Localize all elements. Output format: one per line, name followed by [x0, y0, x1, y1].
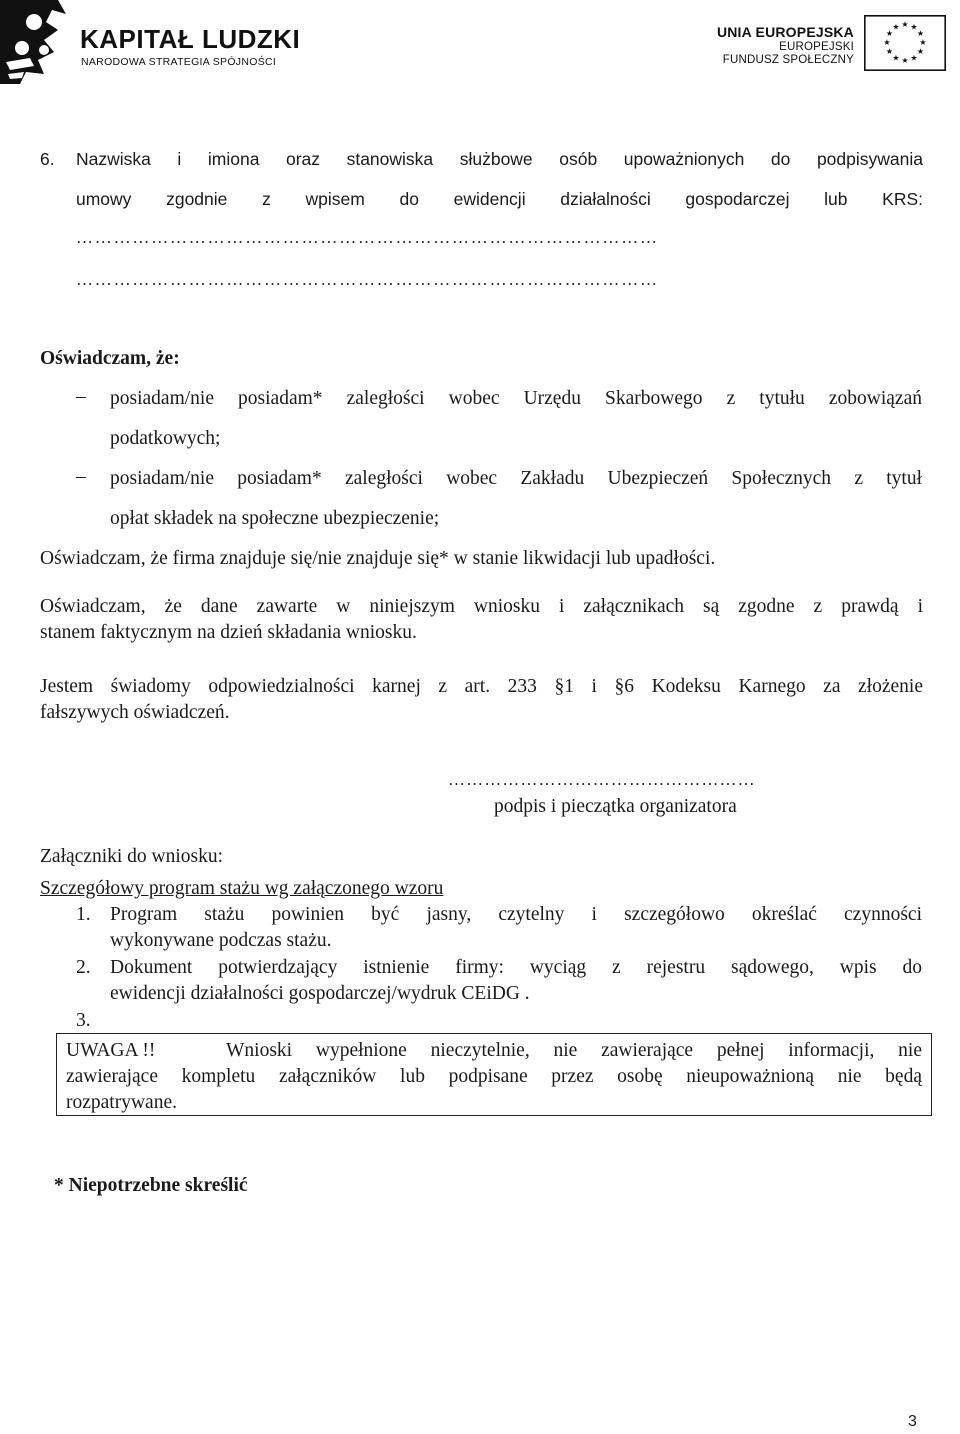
svg-text:★: ★: [892, 22, 900, 32]
page-number: 3: [908, 1413, 917, 1430]
liability-statement-line1: Jestem świadomy odpowiedzialności karnej z art. 233 §1 i §6 Kodeksu Karnego za złożenie: [40, 676, 923, 697]
bullet-1-line2: podatkowych;: [110, 428, 221, 449]
notice-line3: rozpatrywane.: [66, 1092, 177, 1113]
section-number: 6.: [40, 149, 55, 169]
svg-text:★: ★: [885, 29, 894, 38]
svg-text:★: ★: [910, 22, 918, 32]
svg-text:★: ★: [892, 53, 900, 63]
attachment-2-number: 2.: [76, 957, 91, 978]
section6-line2: umowy zgodnie z wpisem do ewidencji działalności gospodarczej lub KRS:: [76, 189, 923, 209]
footnote: * Niepotrzebne skreślić: [54, 1175, 248, 1196]
svg-text:★: ★: [916, 47, 925, 56]
svg-text:★: ★: [885, 47, 894, 56]
attachment-3-number: 3.: [76, 1010, 91, 1031]
declaration-heading: Oświadczam, że:: [40, 348, 180, 369]
truth-statement-line2: stanem faktycznym na dzień składania wniosku.: [40, 622, 417, 643]
kapital-ludzki-subtitle: NARODOWA STRATEGIA SPÓJNOŚCI: [81, 56, 277, 68]
attachment-2-line2: ewidencji działalności gospodarczej/wydruk CEiDG .: [110, 983, 530, 1004]
notice-line2: zawierające kompletu załączników lub podpisane przez osobę nieupoważnioną nie będą: [66, 1066, 922, 1087]
attachments-subheading: Szczegółowy program stażu wg załączonego wzoru: [40, 878, 444, 899]
signature-label: podpis i pieczątka organizatora: [494, 796, 737, 817]
eu-flag-icon: [864, 15, 946, 76]
liability-statement-line2: fałszywych oświadczeń.: [40, 702, 230, 723]
svg-text:★: ★: [901, 56, 909, 65]
attachment-1-number: 1.: [76, 904, 91, 925]
svg-text:★: ★: [919, 38, 927, 47]
section6-dotted-line-1: …………………………………………………………………………………: [76, 228, 659, 247]
bullet-2-line2: opłat składek na społeczne ubezpieczenie;: [110, 508, 440, 529]
signature-dotted-line: ……………………………………………: [448, 770, 756, 789]
svg-text:★: ★: [910, 53, 918, 63]
attachment-1-line1: Program stażu powinien być jasny, czytelny i szczegółowo określać czynności: [110, 904, 922, 925]
eu-fund-text: [717, 24, 854, 68]
section6-line1: Nazwiska i imiona oraz stanowiska służbowe osób upoważnionych do podpisywania: [76, 149, 923, 169]
kapital-ludzki-logo-mark: [0, 0, 78, 89]
bullet-dash-icon: –: [76, 466, 86, 487]
bullet-2-line1: posiadam/nie posiadam* zaległości wobec Zakładu Ubezpieczeń Społecznych z tytuł: [110, 468, 922, 489]
truth-statement-line1: Oświadczam, że dane zawarte w niniejszym wniosku i załącznikach są zgodne z prawdą i: [40, 596, 923, 617]
liquidation-statement: Oświadczam, że firma znajduje się/nie znajduje się* w stanie likwidacji lub upadłości.: [40, 548, 716, 569]
svg-text:★: ★: [916, 29, 925, 38]
bullet-1-line1: posiadam/nie posiadam* zaległości wobec Urzędu Skarbowego z tytułu zobowiązań: [110, 388, 922, 409]
eu-line-europejski: EUROPEJSKI: [779, 40, 854, 53]
kapital-ludzki-title: KAPITAŁ LUDZKI: [80, 24, 301, 54]
svg-text:★: ★: [901, 20, 909, 29]
attachment-2-line1: Dokument potwierdzający istnienie firmy: wyciąg z rejestru sądowego, wpis do: [110, 957, 922, 978]
bullet-dash-icon: –: [76, 386, 86, 407]
eu-line-unia: UNIA EUROPEJSKA: [716, 24, 854, 40]
attachments-heading: Załączniki do wniosku:: [40, 846, 224, 867]
svg-text:★: ★: [883, 38, 891, 47]
notice-label: UWAGA !!: [66, 1040, 156, 1061]
eu-line-fundusz: FUNDUSZ SPOŁECZNY: [722, 54, 854, 67]
attachment-1-line2: wykonywane podczas stażu.: [110, 930, 332, 951]
section6-dotted-line-2: …………………………………………………………………………………: [76, 270, 659, 289]
notice-line1: Wnioski wypełnione nieczytelnie, nie zawierające pełnej informacji, nie: [226, 1040, 922, 1061]
